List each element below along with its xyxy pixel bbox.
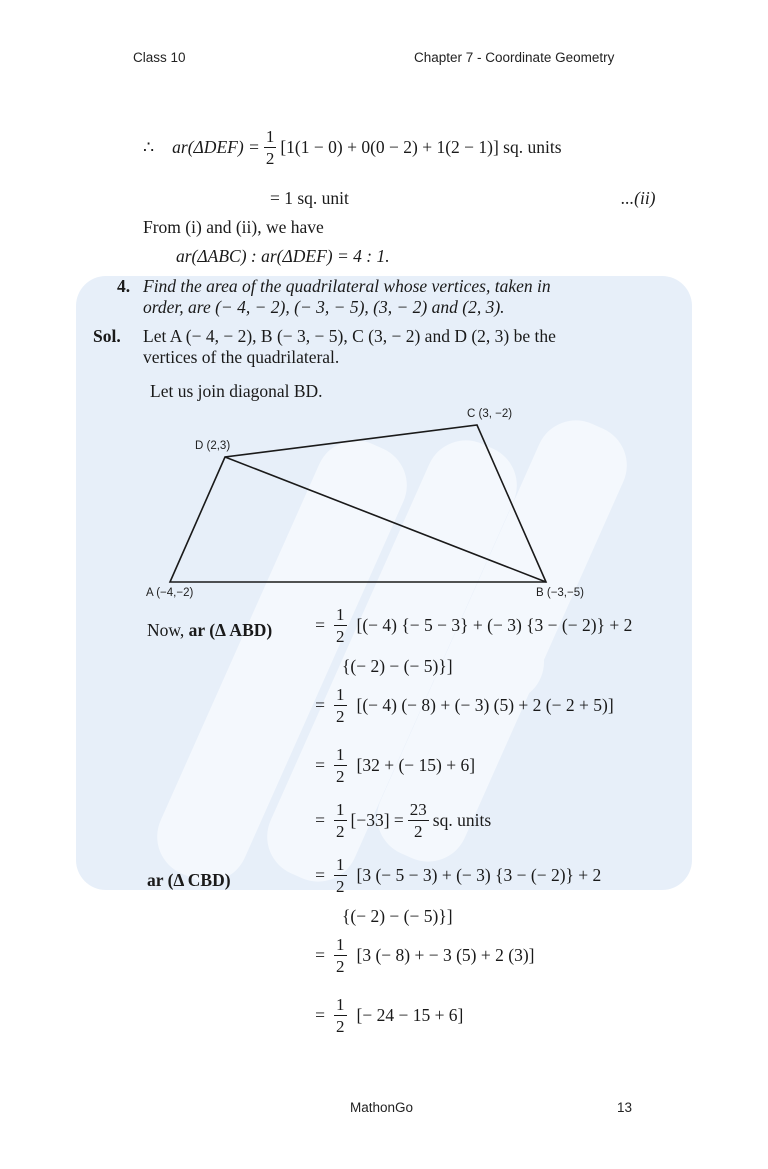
- question-text-line1: Find the area of the quadrilateral whose vertices, taken in: [143, 276, 551, 296]
- solution-line1: Let A (− 4, − 2), B (− 3, − 5), C (3, − 2) and D (2, 3) be the: [143, 326, 556, 346]
- def-area-result: = 1 sq. unit: [270, 188, 349, 208]
- cbd-step-1-text: [3 (− 5 − 3) + (− 3) {3 − (− 2)} + 2: [356, 865, 602, 885]
- vertex-label-d: D (2,3): [195, 440, 231, 452]
- vertex-label-b: B (−3,−5): [536, 587, 584, 599]
- abd-label: [147, 620, 272, 641]
- diagonal-bd: [225, 457, 546, 582]
- abd-step-3-text: [32 + (− 15) + 6]: [356, 755, 476, 775]
- therefore-symbol: ∴: [143, 137, 155, 157]
- cbd-step-1: = $\frac{1}{2}$ [3 (− 5 − 3) + (− 3) {3 − (− 2)} + 2: [315, 855, 602, 896]
- half-fraction: $\frac{1}{2}$: [265, 127, 275, 168]
- cbd-step-3: = $\frac{1}{2}$ [− 24 − 15 + 6]: [315, 995, 464, 1036]
- def-area-lhs: ar(ΔDEF) =: [172, 137, 260, 157]
- solution-label: Sol.: [93, 326, 121, 346]
- def-area-rhs: [1(1 − 0) + 0(0 − 2) + 1(2 − 1)] sq. units: [280, 137, 562, 157]
- footer-brand: MathonGo: [350, 1100, 414, 1115]
- cbd-step-3-text: [− 24 − 15 + 6]: [356, 1005, 464, 1025]
- abd-step-1-text: [(− 4) {− 5 − 3} + (− 3) {3 − (− 2)} + 2: [356, 615, 633, 635]
- abd-title: ar (Δ ABD): [188, 620, 273, 640]
- abd-step-1-cont: {(− 2) − (− 5)}]: [342, 656, 453, 676]
- cbd-step-2-text: [3 (− 8) + − 3 (5) + 2 (3)]: [356, 945, 535, 965]
- vertex-label-a: A (−4,−2): [146, 587, 194, 599]
- abd-step-4-unit: sq. units: [432, 810, 492, 830]
- abd-step-2: = $\frac{1}{2}$ [(− 4) (− 8) + (− 3) (5) + 2 (− 2 + 5)]: [315, 685, 614, 726]
- equation-tag-ii: ...(ii): [621, 188, 656, 208]
- cbd-step-1-cont: {(− 2) − (− 5)}]: [342, 906, 453, 926]
- area-ratio: ar(ΔABC) : ar(ΔDEF) = 4 : 1.: [176, 246, 390, 266]
- cbd-step-2: = $\frac{1}{2}$ [3 (− 8) + − 3 (5) + 2 (3)]: [315, 935, 535, 976]
- abd-step-2-text: [(− 4) (− 8) + (− 3) (5) + 2 (− 2 + 5)]: [356, 695, 614, 715]
- header-chapter: Chapter 7 - Coordinate Geometry: [414, 50, 615, 65]
- abd-prefix: Now,: [147, 620, 185, 640]
- abd-step-4-text: [−33] =: [350, 810, 404, 830]
- header-class: Class 10: [133, 50, 186, 65]
- cbd-title: ar (Δ CBD): [147, 870, 231, 890]
- from-statement: From (i) and (ii), we have: [143, 217, 324, 237]
- abd-step-1: = $\frac{1}{2}$ [(− 4) {− 5 − 3} + (− 3) {3 − (− 2)} + 2: [315, 605, 633, 646]
- solution-line2: vertices of the quadrilateral.: [143, 347, 340, 367]
- page-number: 13: [617, 1100, 633, 1115]
- solution-line3: Let us join diagonal BD.: [150, 381, 323, 401]
- abd-step-3: = $\frac{1}{2}$ [32 + (− 15) + 6]: [315, 745, 476, 786]
- question-text-line2: order, are (− 4, − 2), (− 3, − 5), (3, − 2) and (2, 3).: [143, 297, 505, 317]
- vertex-label-c: C (3, −2): [467, 408, 513, 420]
- question-number: 4.: [117, 276, 131, 296]
- abd-step-4: = $\frac{1}{2}$ [−33] = $\frac{23}{2}$ sq. units: [315, 800, 492, 841]
